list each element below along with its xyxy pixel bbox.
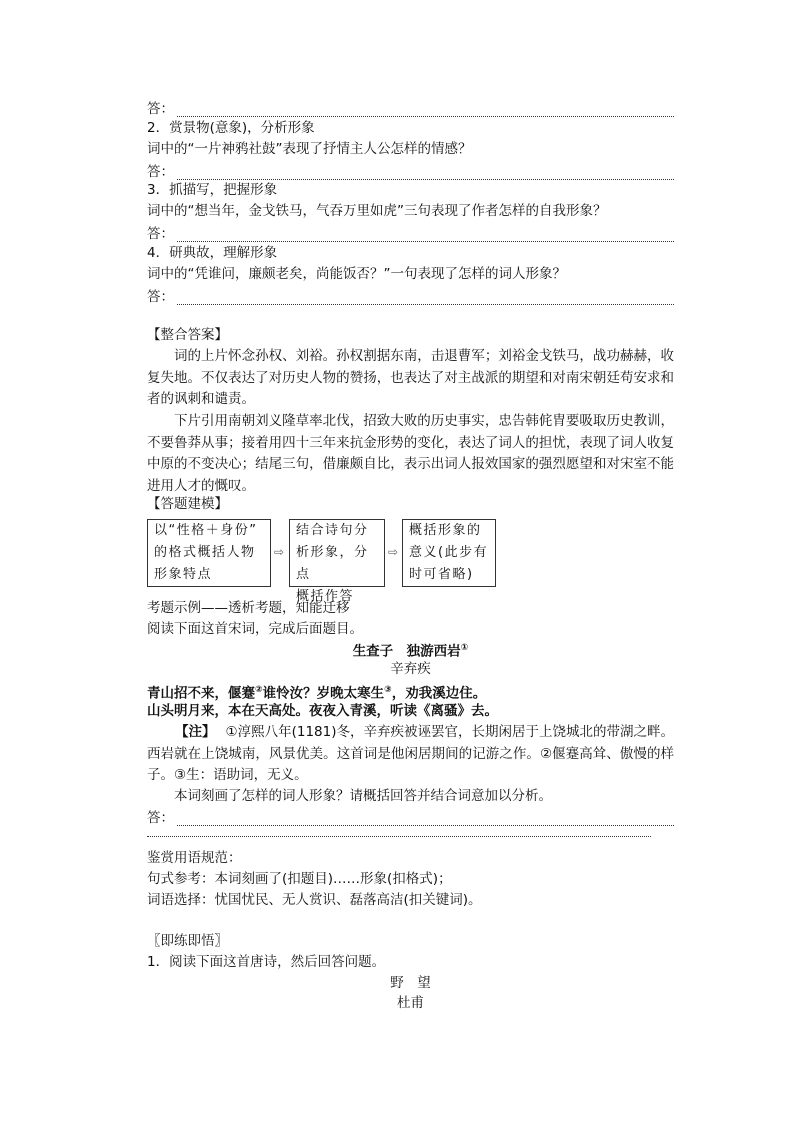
q3-question: 词中的“想当年，金戈铁马，气吞万里如虎”三句表现了作者怎样的自我形象？ xyxy=(147,203,607,219)
footnote-ref: ② xyxy=(255,685,263,695)
answer-blank[interactable] xyxy=(177,229,674,242)
answer-blank[interactable] xyxy=(177,813,674,826)
norms-words: 词语选择：忧国忧民、无人赏识、磊落高洁(扣关键词)。 xyxy=(147,892,482,908)
answer-label: 答： xyxy=(147,810,174,826)
practice-q1: 1．阅读下面这首唐诗，然后回答问题。 xyxy=(147,954,386,970)
example-question: 本词刻画了怎样的词人形象？请概括回答并结合词意加以分析。 xyxy=(174,788,552,804)
note-text: ①淳熙八年(1181)冬，辛弃疾被诬罢官，长期闲居于上饶城北的带湖之畔。西岩就在上饶城南，风景优美。这首词是他闲居期间的记游之作。②偃蹇高耸、傲慢的样子。③生：语助词，无义。 xyxy=(147,724,674,783)
example-heading: 考题示例——透析考题，知能迁移 xyxy=(147,600,350,616)
answer-line-q1[interactable] xyxy=(147,97,674,117)
poem-notes xyxy=(147,722,674,787)
practice-poem-author: 杜甫 xyxy=(397,995,424,1011)
poem-line-1 xyxy=(147,680,486,704)
poem-line-2: 山头明月来，本在天高处。夜夜入青溪，听读《离骚》去。 xyxy=(147,703,498,719)
example-intro: 阅读下面这首宋词，完成后面题目。 xyxy=(147,621,363,637)
answer-line-q4[interactable] xyxy=(147,285,674,305)
answer-label: 答： xyxy=(147,101,174,117)
footnote-ref: ③ xyxy=(384,685,392,695)
model-step-2-line: 析形象，分点 xyxy=(296,545,369,582)
arrow-icon: ⇨ xyxy=(274,545,285,559)
model-step-3-line: 时可省略) xyxy=(409,567,474,582)
answer-line-q2[interactable] xyxy=(147,160,674,180)
answer-line-example[interactable] xyxy=(147,806,674,826)
model-step-1 xyxy=(147,519,271,587)
integrated-heading: 【整合答案】 xyxy=(147,327,228,343)
model-step-2 xyxy=(289,519,385,604)
q4-question: 词中的“凭谁问，廉颇老矣，尚能饭否？”一句表现了怎样的词人形象？ xyxy=(147,266,566,282)
model-step-2-line: 结合诗句分 xyxy=(296,523,369,538)
practice-heading: 〖即练即悟〗 xyxy=(147,933,228,949)
answer-blank-continued[interactable] xyxy=(147,836,651,837)
model-heading: 【答题建模】 xyxy=(147,496,228,512)
poem-line-1-b: 谁怜汝？岁晚太寒生 xyxy=(262,685,385,702)
integrated-para-1: 词的上片怀念孙权、刘裕。孙权割据东南，击退曹军；刘裕金戈铁马，战功赫赫，收复失地。不仅表达了对历史人物的赞扬，也表达了对主战派的期望和对南宋朝廷苟安求和者的讽刺和谴责。 xyxy=(147,348,674,407)
answer-line-q3[interactable] xyxy=(147,222,674,242)
arrow-icon: ⇨ xyxy=(388,545,399,559)
poem-line-1-c: ，劝我溪边住。 xyxy=(391,685,487,702)
q4-title: 4．研典故，理解形象 xyxy=(147,245,278,261)
poem-line-1-a: 青山招不来，偃蹇 xyxy=(147,685,255,702)
model-step-3-line: 意义(此步有 xyxy=(409,545,489,560)
answer-label: 答： xyxy=(147,164,174,180)
model-step-3 xyxy=(402,519,496,587)
model-step-1-line: 的格式概括人物 xyxy=(154,545,256,560)
poem-title xyxy=(147,638,674,662)
answer-label: 答： xyxy=(147,289,174,305)
answer-blank[interactable] xyxy=(177,292,674,305)
q2-question: 词中的“一片神鸦社鼓”表现了抒情主人公怎样的情感？ xyxy=(147,141,472,157)
model-step-2-line: 概括作答 xyxy=(296,589,355,604)
norms-heading: 鉴赏用语规范： xyxy=(147,850,242,866)
footnote-ref: ① xyxy=(460,643,469,653)
practice-poem-title: 野 望 xyxy=(390,975,431,991)
q2-title: 2．赏景物(意象)，分析形象 xyxy=(147,120,315,136)
answer-blank[interactable] xyxy=(177,104,674,117)
norms-sentence: 句式参考：本词刻画了(扣题目)……形象(扣格式)； xyxy=(147,871,452,887)
model-step-1-line: 形象特点 xyxy=(154,567,213,582)
poem-title-text: 生查子 独游西岩 xyxy=(352,643,461,660)
answer-blank[interactable] xyxy=(177,167,674,180)
model-step-1-line: 以“性格＋身份” xyxy=(154,523,258,538)
q3-title: 3．抓描写，把握形象 xyxy=(147,182,278,198)
integrated-para-2: 下片引用南朝刘义隆草率北伐，招致大败的历史事实，忠告韩侂胄要吸取历史教训，不要鲁莽从事；接着用四十三年来抗金形势的变化，表达了词人的担忧，表现了词人收复中原的不变决心；结尾三句，借廉颇自比，表示出词人报效国家的强烈愿望和对宋室不能进用人才的慨叹。 xyxy=(147,413,674,494)
note-label: 【注】 xyxy=(175,724,216,740)
model-step-3-line: 概括形象的 xyxy=(409,523,482,538)
answer-label: 答： xyxy=(147,226,174,242)
poem-author: 辛弃疾 xyxy=(390,661,431,677)
